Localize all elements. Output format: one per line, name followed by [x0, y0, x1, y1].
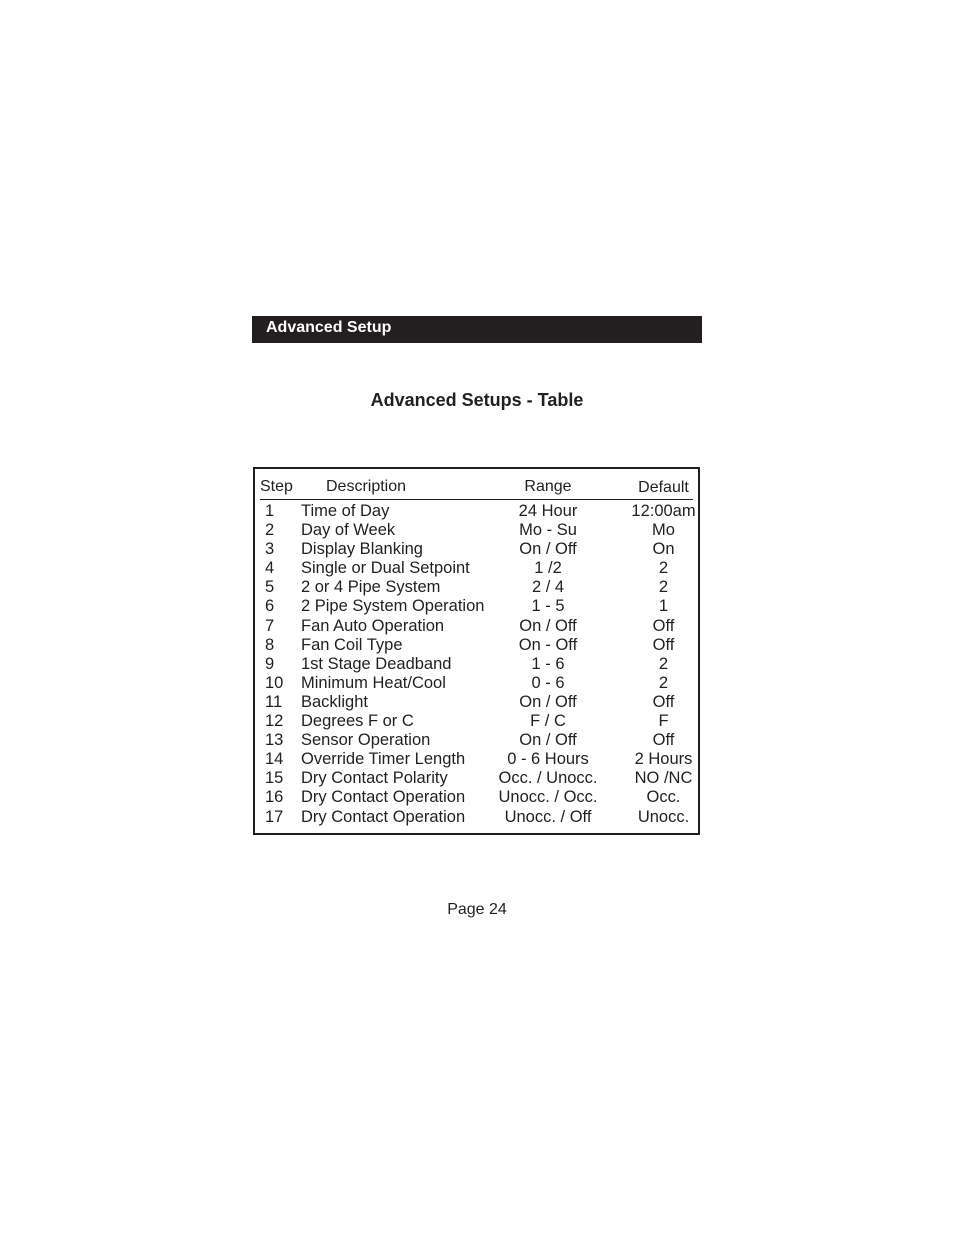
table-row	[255, 597, 698, 616]
row-default: Off	[652, 692, 675, 711]
row-default: 2	[658, 578, 669, 597]
row-range: On / Off	[519, 616, 577, 635]
table-row	[255, 731, 698, 750]
row-range: On - Off	[518, 635, 578, 654]
row-description: Override Timer Length	[301, 750, 466, 769]
section-header-label: Advanced Setup	[266, 319, 392, 336]
table-row	[255, 750, 698, 769]
section-header-bar	[252, 316, 702, 343]
row-range: Occ. / Unocc.	[498, 769, 598, 788]
row-description: Sensor Operation	[301, 731, 431, 750]
table-row	[255, 540, 698, 559]
row-step: 5	[265, 578, 275, 597]
row-default: Occ.	[646, 788, 681, 807]
row-range: Unocc. / Occ.	[498, 788, 598, 807]
row-default: Off	[652, 635, 675, 654]
table-row	[255, 674, 698, 693]
row-default: F	[658, 712, 669, 731]
row-description: Dry Contact Operation	[301, 807, 466, 826]
table-row	[255, 712, 698, 731]
row-default: 2 Hours	[634, 750, 693, 769]
table-row	[255, 693, 698, 712]
table-row	[255, 788, 698, 807]
table-body	[255, 502, 698, 827]
row-description: 1st Stage Deadband	[301, 654, 452, 673]
header-step: Step	[260, 478, 293, 495]
row-step: 7	[265, 616, 275, 635]
row-description: Fan Auto Operation	[301, 616, 445, 635]
row-range: Unocc. / Off	[504, 807, 592, 826]
row-description: Backlight	[301, 692, 368, 711]
row-range: Mo - Su	[519, 521, 577, 540]
row-step: 3	[265, 540, 275, 559]
row-step: 4	[265, 559, 275, 578]
row-range: 24 Hour	[518, 502, 578, 520]
row-step: 1	[265, 502, 275, 520]
row-range: On / Off	[519, 731, 577, 750]
row-default: On	[652, 540, 675, 559]
row-description: Time of Day	[301, 502, 390, 520]
row-step: 2	[265, 521, 275, 540]
row-description: 2 or 4 Pipe System	[301, 578, 441, 597]
row-step: 10	[265, 673, 284, 692]
row-description: Dry Contact Polarity	[301, 769, 448, 788]
row-default: 12:00am	[631, 502, 696, 520]
row-range: 0 - 6	[531, 673, 565, 692]
row-step: 13	[265, 731, 284, 750]
page-title: Advanced Setups - Table	[370, 390, 584, 410]
row-step: 8	[265, 635, 275, 654]
row-step: 17	[265, 807, 284, 826]
row-step: 9	[265, 654, 275, 673]
table-row	[255, 636, 698, 655]
table-row	[255, 617, 698, 636]
row-range: 0 - 6 Hours	[507, 750, 589, 769]
table-row	[255, 769, 698, 788]
row-range: On / Off	[519, 692, 577, 711]
header-default: Default	[638, 479, 689, 496]
row-default: Off	[652, 616, 675, 635]
row-step: 6	[265, 597, 275, 616]
row-default: 2	[658, 559, 669, 578]
table-row	[255, 578, 698, 597]
row-step: 16	[265, 788, 284, 807]
row-default: Unocc.	[637, 807, 690, 826]
row-range: On / Off	[519, 540, 577, 559]
header-description: Description	[326, 478, 407, 495]
table-row	[255, 808, 698, 827]
row-step: 11	[265, 692, 283, 711]
row-range: F / C	[530, 712, 566, 731]
row-description: Display Blanking	[301, 540, 423, 559]
row-step: 14	[265, 750, 284, 769]
page-number: Page 24	[447, 901, 507, 918]
row-range: 1 - 6	[531, 654, 565, 673]
row-description: Minimum Heat/Cool	[301, 673, 446, 692]
header-range: Range	[524, 478, 572, 495]
row-description: Fan Coil Type	[301, 635, 403, 654]
row-default: Off	[652, 731, 675, 750]
row-step: 15	[265, 769, 284, 788]
row-default: 2	[658, 654, 669, 673]
row-description: Single or Dual Setpoint	[301, 559, 470, 578]
row-description: Day of Week	[301, 521, 396, 540]
table-row	[255, 655, 698, 674]
row-range: 1 - 5	[531, 597, 565, 616]
row-step: 12	[265, 712, 284, 731]
row-description: Dry Contact Operation	[301, 788, 466, 807]
table-row	[255, 521, 698, 540]
row-default: 1	[658, 597, 669, 616]
table-header-row	[255, 469, 698, 499]
row-range: 1 /2	[534, 559, 562, 578]
row-default: Mo	[652, 521, 675, 540]
row-range: 2 / 4	[531, 578, 565, 597]
row-description: 2 Pipe System Operation	[301, 597, 485, 616]
row-default: NO /NC	[634, 769, 693, 788]
row-default: 2	[658, 673, 669, 692]
table-row	[255, 502, 698, 521]
row-description: Degrees F or C	[301, 712, 414, 731]
advanced-setups-table	[253, 467, 700, 835]
table-row	[255, 559, 698, 578]
header-divider	[260, 499, 693, 500]
